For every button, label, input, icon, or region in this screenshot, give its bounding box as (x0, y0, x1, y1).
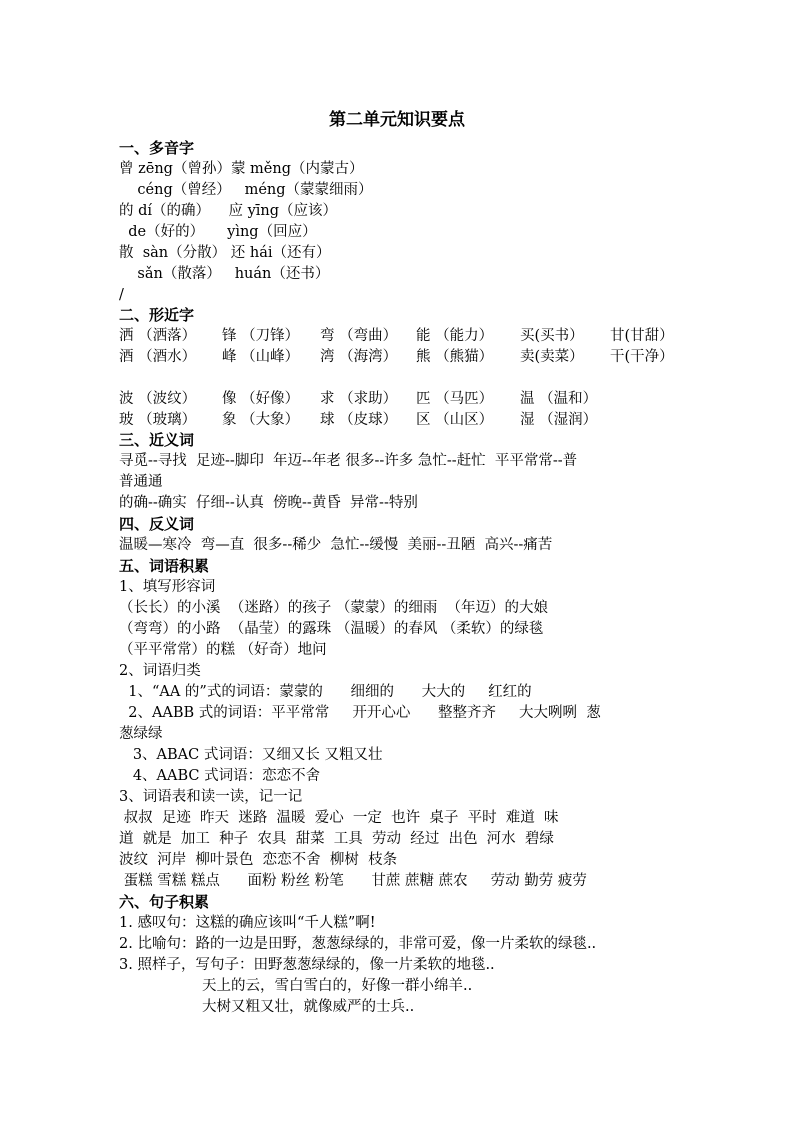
char-pair: 像 （好像） (222, 391, 300, 407)
text-line: （弯弯）的小路 （晶莹）的露珠 （温暖）的春风 （柔软）的绿毯 (119, 621, 544, 637)
text-line: sǎn（散落） huán（还书） (119, 266, 330, 282)
page-title: 第二单元知识要点 (329, 110, 465, 130)
char-pair: 甘(甘甜） (610, 328, 674, 344)
text-line: 1、填写形容词 (119, 579, 216, 595)
char-pair: 弯 （弯曲） (320, 328, 398, 344)
text-line: 寻觅--寻找 足迹--脚印 年迈--年老 很多--许多 急忙--赶忙 平平常常--普 (119, 453, 578, 469)
char-pair: 求 （求助） (320, 391, 398, 407)
text-line: 1、“AA 的”式的词语：蒙蒙的 细细的 大大的 红红的 (119, 684, 532, 700)
char-pair: 波 （波纹） (119, 391, 197, 407)
char-pair: 熊 （熊猫） (416, 349, 494, 365)
char-pair: 买(买书） (520, 328, 584, 344)
section-heading-synonyms: 三、近义词 (119, 431, 195, 449)
section-heading-similar-chars: 二、形近字 (119, 306, 195, 324)
char-pair: 卖(卖菜） (520, 349, 584, 365)
text-line: céng（曾经） méng（蒙蒙细雨） (119, 182, 373, 198)
char-pair: 玻 （玻璃） (119, 412, 197, 428)
char-pair: 锋 （刀锋） (222, 328, 300, 344)
text-line: 温暖—寒冷 弯—直 很多--稀少 急忙--缓慢 美丽--丑陋 高兴--痛苦 (119, 537, 553, 553)
text-line: 4、AABC 式词语：恋恋不舍 (119, 768, 321, 784)
char-pair: 温 （温和） (520, 391, 598, 407)
section-heading-antonyms: 四、反义词 (119, 515, 195, 533)
char-pair: 区 （山区） (416, 412, 494, 428)
text-line: 3、ABAC 式词语：又细又长 又粗又壮 (119, 747, 383, 763)
char-pair: 酒 （酒水） (119, 349, 197, 365)
char-pair: 洒 （洒落） (119, 328, 197, 344)
text-line: 叔叔 足迹 昨天 迷路 温暖 爱心 一定 也许 桌子 平时 难道 味 (119, 810, 559, 826)
text-line: 2、AABB 式的词语：平平常常 开开心心 整整齐齐 大大咧咧 葱 (119, 705, 601, 721)
char-pair: 球 （皮球） (320, 412, 398, 428)
char-pair: 象 （大象） (222, 412, 300, 428)
section-heading-polyphones: 一、多音字 (119, 139, 195, 157)
text-line: 3. 照样子，写句子：田野葱葱绿绿的，像一片柔软的地毯.. (119, 957, 495, 973)
text-line: 2. 比喻句：路的一边是田野，葱葱绿绿的，非常可爱，像一片柔软的绿毯.. (119, 936, 597, 952)
text-line: 蛋糕 雪糕 糕点 面粉 粉丝 粉笔 甘蔗 蔗糖 蔗农 劳动 勤劳 疲劳 (119, 873, 587, 889)
text-line: （平平常常）的糕 （好奇）地问 (119, 642, 327, 658)
text-line: de（好的） yìng（回应） (119, 224, 317, 240)
text-line: 天上的云，雪白雪白的，好像一群小绵羊.. (119, 978, 473, 994)
char-pair: 湿 （湿润） (520, 412, 598, 428)
text-line: 道 就是 加工 种子 农具 甜菜 工具 劳动 经过 出色 河水 碧绿 (119, 831, 554, 847)
text-line: 波纹 河岸 柳叶景色 恋恋不舍 柳树 枝条 (119, 852, 398, 868)
text-line: 曾 zēng（曾孙）蒙 měng（内蒙古） (119, 161, 364, 177)
section-heading-sentences: 六、句子积累 (119, 893, 210, 911)
text-line: 散 sàn（分散） 还 hái（还有） (119, 245, 331, 261)
char-pair: 匹 （马匹） (416, 391, 494, 407)
text-line: 葱绿绿 (119, 726, 163, 742)
text-line: 1. 感叹句：这糕的确应该叫“千人糕”啊! (119, 915, 376, 931)
char-pair: 能 （能力） (416, 328, 494, 344)
char-pair: 峰 （山峰） (222, 349, 300, 365)
char-pair: 干(干净） (610, 349, 674, 365)
text-line: 的确--确实 仔细--认真 傍晚--黄昏 异常--特别 (119, 495, 418, 511)
text-line: / (119, 287, 124, 303)
text-line: 普通通 (119, 474, 163, 490)
section-heading-vocabulary: 五、词语积累 (119, 557, 210, 575)
text-line: （长长）的小溪 （迷路）的孩子 （蒙蒙）的细雨 （年迈）的大娘 (119, 600, 549, 616)
text-line: 3、词语表和读一读，记一记 (119, 789, 303, 805)
text-line: 的 dí（的确） 应 yīng（应该） (119, 203, 338, 219)
text-line: 2、词语归类 (119, 663, 201, 679)
text-line: 大树又粗又壮，就像威严的士兵.. (119, 999, 415, 1015)
char-pair: 湾 （海湾） (320, 349, 398, 365)
